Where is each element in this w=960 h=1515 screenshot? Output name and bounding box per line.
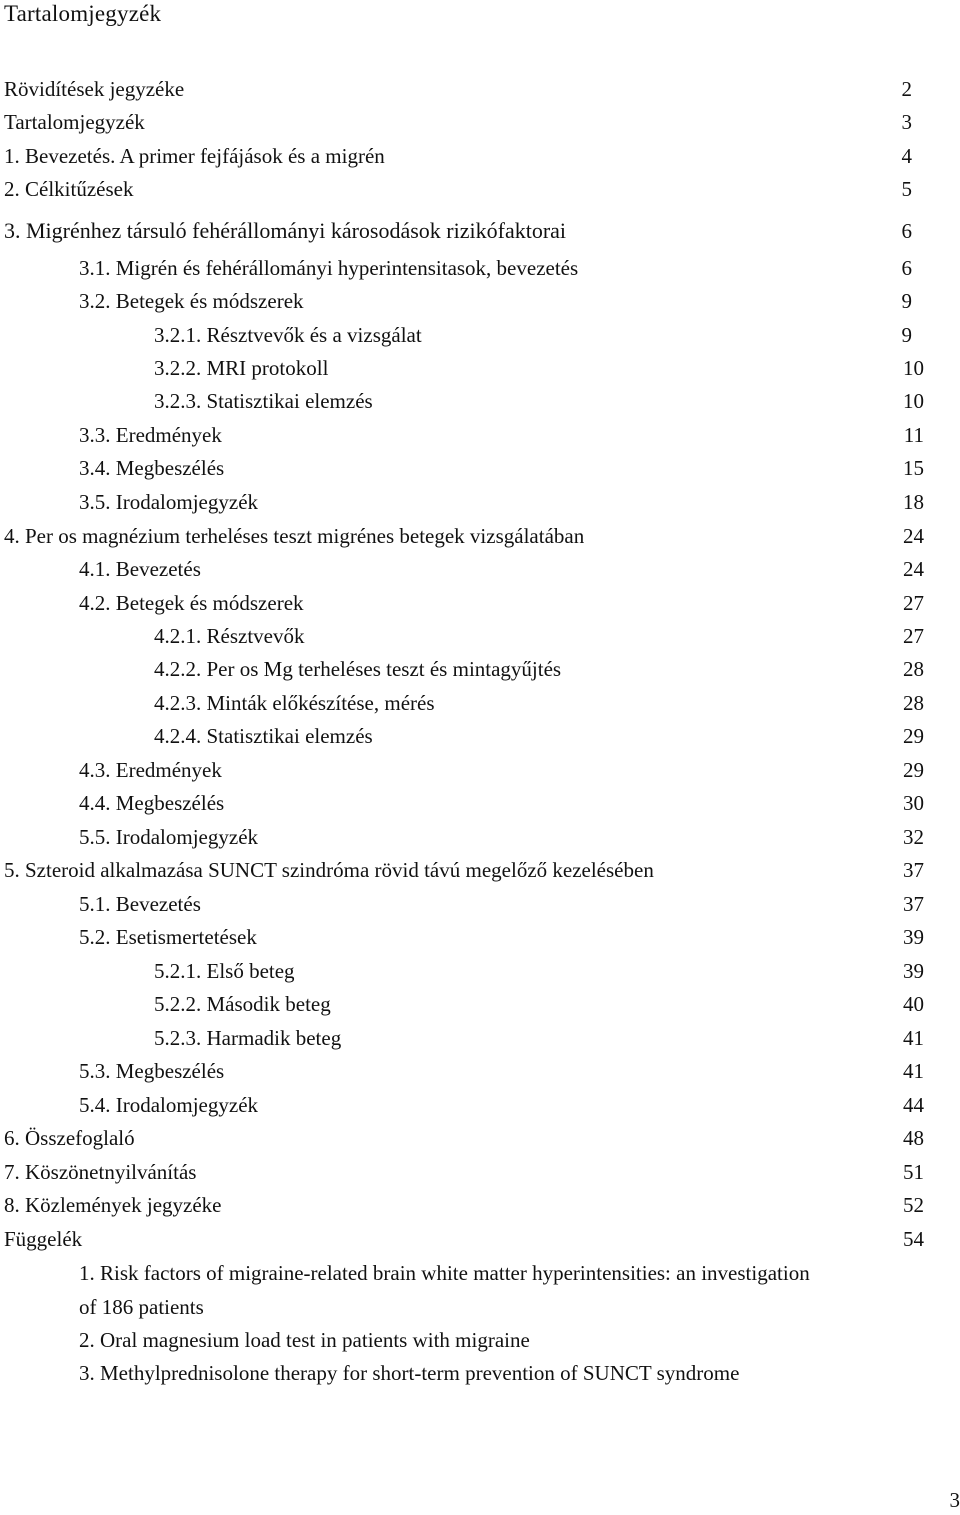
toc-entry [0, 922, 960, 952]
toc-entry-page: 10 [903, 389, 924, 413]
toc-entry-page: 52 [903, 1193, 924, 1217]
toc-entry-page: 29 [903, 758, 924, 782]
toc-entry [0, 889, 960, 919]
appendix-line-text: 1. Risk factors of migraine-related brain white matter hyperintensities: an investigation [79, 1261, 810, 1285]
toc-entry-page: 44 [903, 1093, 924, 1117]
toc-entry-page: 5 [901, 177, 912, 201]
toc-entry-label: 4.2.3. Minták előkészítése, mérés [154, 691, 435, 715]
toc-entry [0, 141, 960, 171]
toc-entry-page: 27 [903, 624, 924, 648]
toc-entry-page: 39 [903, 925, 924, 949]
toc-entry [0, 554, 960, 584]
toc-entry-page: 39 [903, 959, 924, 983]
toc-entry-page: 24 [903, 524, 924, 548]
toc-entry-page: 10 [903, 356, 924, 380]
toc-entry-label: 4.2. Betegek és módszerek [79, 591, 304, 615]
toc-entry-label: 5.3. Megbeszélés [79, 1059, 225, 1083]
toc-entry [0, 1157, 960, 1187]
toc-entry-page: 11 [903, 423, 924, 447]
toc-entry-page: 48 [903, 1126, 924, 1150]
toc-entry-label: 4.2.1. Résztvevők [154, 624, 305, 648]
toc-entry-label: 3.4. Megbeszélés [79, 456, 225, 480]
toc-entry [0, 721, 960, 751]
toc-entry-label: Rövidítések jegyzéke [4, 77, 185, 101]
toc-entry [0, 286, 960, 316]
toc-entry-page: 37 [903, 892, 924, 916]
toc-entry-label: 4.1. Bevezetés [79, 557, 201, 581]
toc-entry [0, 453, 960, 483]
toc-entry-label: 5.2.1. Első beteg [154, 959, 295, 983]
toc-entry-label: 2. Célkitűzések [4, 177, 134, 201]
toc-entry-label: 3.2.3. Statisztikai elemzés [154, 389, 373, 413]
toc-entry-page: 37 [903, 858, 924, 882]
toc-entry [0, 654, 960, 684]
toc-entry [0, 320, 960, 350]
toc-entry-page: 41 [903, 1026, 924, 1050]
toc-entry [0, 822, 960, 852]
toc-entry-label: 6. Összefoglaló [4, 1126, 135, 1150]
toc-entry-label: 3.2. Betegek és módszerek [79, 289, 304, 313]
appendix-line-text: 2. Oral magnesium load test in patients with migraine [79, 1328, 530, 1352]
toc-entry [0, 1190, 960, 1220]
toc-entry [0, 788, 960, 818]
toc-entry-label: 3.3. Eredmények [79, 423, 222, 447]
toc-entry-label: 4.3. Eredmények [79, 758, 222, 782]
toc-entry-page: 30 [903, 791, 924, 815]
toc-entry-label: 3. Migrénhez társuló fehérállományi károsodások rizikófaktorai [4, 218, 567, 243]
toc-entry-label: 5.2.3. Harmadik beteg [154, 1026, 342, 1050]
toc-entry-label: 3.2.2. MRI protokoll [154, 356, 329, 380]
toc-entry-page: 4 [901, 144, 912, 168]
toc-entry-page: 6 [901, 256, 912, 280]
toc-entry-label: 5.2. Esetismertetések [79, 925, 257, 949]
toc-entry-page: 2 [901, 77, 912, 101]
toc-entry [0, 353, 960, 383]
page-number: 3 [949, 1488, 960, 1512]
toc-entry [0, 1123, 960, 1153]
toc-entry-page: 29 [903, 724, 924, 748]
toc-entry [0, 216, 960, 246]
toc-entry-page: 9 [901, 289, 912, 313]
toc-entry-label: 1. Bevezetés. A primer fejfájások és a migrén [4, 144, 385, 168]
appendix-line-text: 3. Methylprednisolone therapy for short-term prevention of SUNCT syndrome [79, 1361, 740, 1385]
toc-entry-page: 41 [903, 1059, 924, 1083]
toc-entry-page: 40 [903, 992, 924, 1016]
toc-entry [0, 107, 960, 137]
toc-entry [0, 174, 960, 204]
toc-entry [0, 588, 960, 618]
toc-entry-page: 32 [903, 825, 924, 849]
toc-entry [0, 1090, 960, 1120]
toc-entry-label: 5.5. Irodalomjegyzék [79, 825, 259, 849]
toc-entry-page: 6 [901, 219, 912, 243]
toc-entry-label: 8. Közlemények jegyzéke [4, 1193, 222, 1217]
toc-entry [0, 253, 960, 283]
toc-entry-label: 4. Per os magnézium terheléses teszt migrénes betegek vizsgálatában [4, 524, 585, 548]
toc-entry [0, 1224, 960, 1254]
toc-entry-label: 4.2.2. Per os Mg terheléses teszt és mintagyűjtés [154, 657, 562, 681]
appendix-line-text: of 186 patients [79, 1295, 204, 1319]
toc-entry [0, 956, 960, 986]
toc-entry-label: 5. Szteroid alkalmazása SUNCT szindróma rövid távú megelőző kezelésében [4, 858, 654, 882]
toc-entry [0, 755, 960, 785]
toc-entry [0, 1023, 960, 1053]
toc-entry-page: 24 [903, 557, 924, 581]
toc-entry-label: 4.2.4. Statisztikai elemzés [154, 724, 373, 748]
toc-entry [0, 420, 960, 450]
toc-entry-page: 9 [901, 323, 912, 347]
toc-entry [0, 487, 960, 517]
toc-entry-label: Függelék [4, 1227, 83, 1251]
toc-entry-label: 3.2.1. Résztvevők és a vizsgálat [154, 323, 422, 347]
toc-entry-page: 3 [901, 110, 912, 134]
toc-entry [0, 74, 960, 104]
toc-entry-label: 5.2.2. Második beteg [154, 992, 331, 1016]
toc-entry-page: 15 [903, 456, 924, 480]
toc-entry-label: 5.1. Bevezetés [79, 892, 201, 916]
toc-entry [0, 989, 960, 1019]
toc-entry-page: 54 [903, 1227, 924, 1251]
page-title: Tartalomjegyzék [4, 1, 162, 26]
toc-entry-page: 51 [903, 1160, 924, 1184]
toc-entry-label: Tartalomjegyzék [4, 110, 145, 134]
toc-entry-label: 4.4. Megbeszélés [79, 791, 225, 815]
toc-entry-page: 28 [903, 657, 924, 681]
toc-entry [0, 688, 960, 718]
toc-entry-page: 27 [903, 591, 924, 615]
toc-entry [0, 855, 960, 885]
toc-entry-page: 18 [903, 490, 924, 514]
toc-entry [0, 521, 960, 551]
toc-entry-page: 28 [903, 691, 924, 715]
toc-entry-label: 5.4. Irodalomjegyzék [79, 1093, 259, 1117]
toc-entry [0, 1056, 960, 1086]
toc-entry-label: 7. Köszönetnyilvánítás [4, 1160, 197, 1184]
toc-entry [0, 386, 960, 416]
toc-entry [0, 621, 960, 651]
toc-entry-label: 3.5. Irodalomjegyzék [79, 490, 259, 514]
toc-entry-label: 3.1. Migrén és fehérállományi hyperintensitasok, bevezetés [79, 256, 579, 280]
